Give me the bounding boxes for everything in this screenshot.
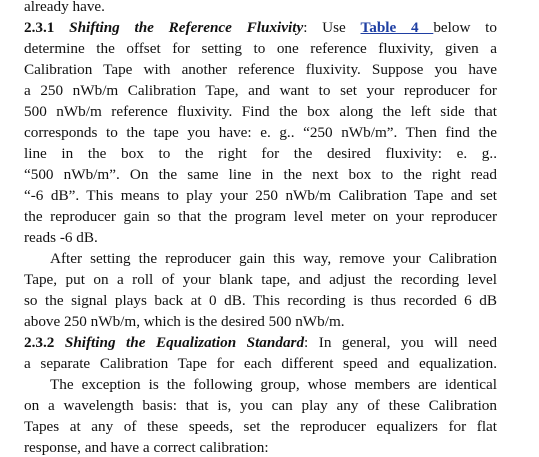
paragraph-line: The exception is the following group, whose members are identical <box>50 376 497 393</box>
paragraph-line: above 250 nWb/m, which is the desired 500 nWb/m. <box>24 313 345 330</box>
paragraph-line: 500 nWb/m reference fluxivity. Find the box along the left side that <box>24 103 497 120</box>
paragraph-line: so the signal plays back at 0 dB. This recording is thus recorded 6 dB <box>24 292 497 309</box>
paragraph-line: “-6 dB”. This means to play your 250 nWb/m Calibration Tape and set <box>24 187 497 204</box>
heading-text: : Use <box>303 19 361 36</box>
paragraph-line: response, and have a correct calibration: <box>24 439 269 456</box>
section-title: Shifting the Equalization Standard <box>64 334 305 351</box>
paragraph-line: After setting the reproducer gain this way, remove your Calibration <box>50 250 497 267</box>
paragraph-line: line in the box to the right for the desired fluxivity: e. g.. <box>24 145 497 162</box>
paragraph-line: the reproducer gain so that the program level meter on your reproducer <box>24 208 497 225</box>
paragraph-line: a separate Calibration Tape for each different speed and equalization. <box>24 355 497 372</box>
section-2-3-2-heading-line <box>24 333 497 352</box>
section-number: 2.3.1 <box>24 19 55 36</box>
paragraph-line: “500 nWb/m”. On the same line in the next box to the right read <box>24 166 497 183</box>
section-2-3-1-heading-line <box>24 18 497 37</box>
paragraph-line: reads -6 dB. <box>24 229 98 246</box>
paragraph-line: a 250 nWb/m Calibration Tape, and want to set your reproducer for <box>24 82 497 99</box>
paragraph-line: Tapes at any of these speeds, set the reproducer equalizers for flat <box>24 418 497 435</box>
paragraph-line: on a wavelength basis: that is, you can play any of these Calibration <box>24 397 497 414</box>
text-line-already-have: already have. <box>24 0 105 15</box>
paragraph-line: determine the offset for setting to one reference fluxivity, given a <box>24 40 497 57</box>
paragraph-line: Calibration Tape with another reference fluxivity. Suppose you have <box>24 61 497 78</box>
heading-text: : In general, you will need <box>304 334 497 351</box>
table-4-link[interactable]: Table 4 <box>360 19 434 36</box>
section-number: 2.3.2 <box>24 334 55 351</box>
paragraph-line: Tape, put on a roll of your blank tape, and adjust the recording level <box>24 271 497 288</box>
paragraph-line: corresponds to the tape you have: e. g.. “250 nWb/m”. Then find the <box>24 124 497 141</box>
section-title: Shifting the Reference Fluxivity <box>69 19 304 36</box>
heading-text-continued: below to <box>433 19 497 36</box>
